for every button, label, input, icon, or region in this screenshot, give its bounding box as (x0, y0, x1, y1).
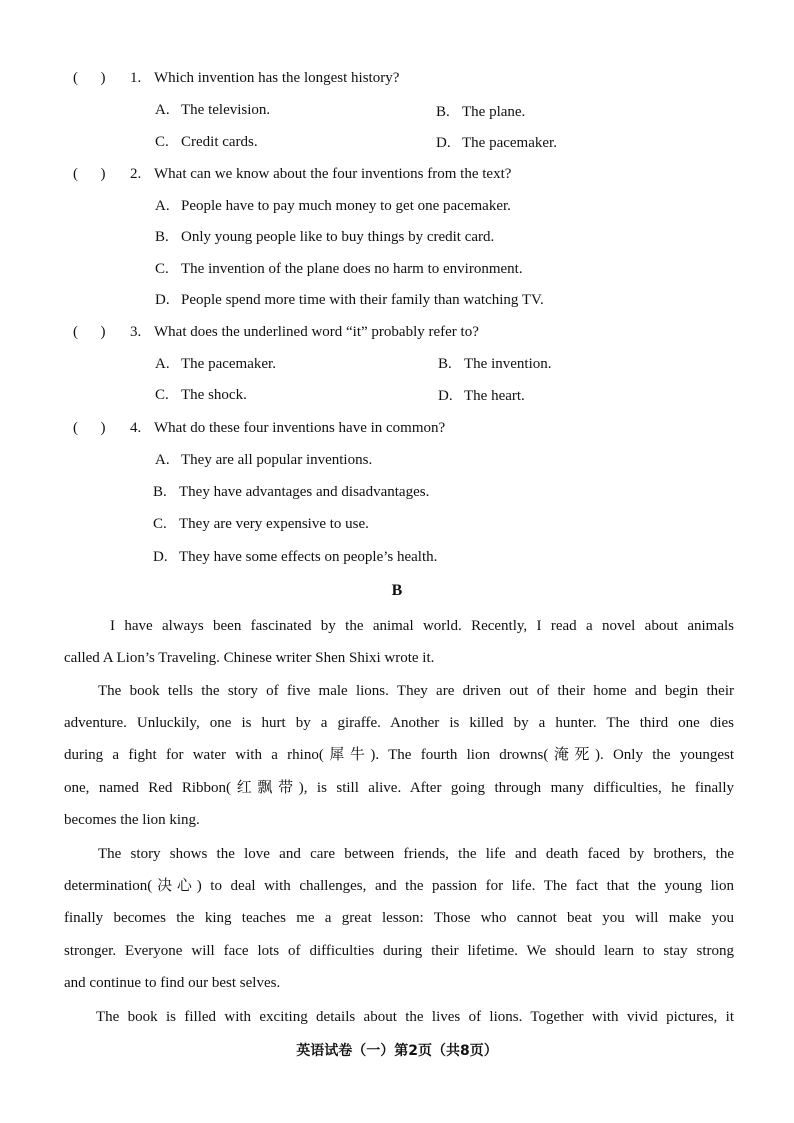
question-number: 3. (130, 324, 142, 340)
question-stem: What does the underlined word “it” probably refer to? (154, 324, 479, 340)
paragraph-line: stronger. Everyone will face lots of difficulties during their lifetime. We should learn to stay strong (64, 942, 734, 959)
option-c (155, 261, 523, 278)
option-text: They have some effects on people’s health. (179, 549, 438, 565)
option-text: The heart. (464, 388, 525, 404)
option-letter: C. (153, 516, 167, 532)
option-c (155, 134, 258, 151)
option-a (155, 356, 276, 373)
question-number: 2. (130, 166, 142, 182)
option-c (153, 516, 369, 533)
page-footer: 英语试卷（一）第2页（共8页） (296, 1043, 498, 1059)
option-letter: B. (155, 229, 169, 245)
passage-paragraph-1 (64, 610, 734, 674)
option-letter: B. (153, 484, 167, 500)
option-text: The shock. (181, 387, 247, 403)
option-b (438, 356, 551, 373)
answer-bracket[interactable]: ( ) (73, 166, 106, 182)
option-letter: B. (438, 356, 452, 372)
option-text: People have to pay much money to get one pacemaker. (181, 198, 511, 214)
paragraph-line: The book tells the story of five male lions. They are driven out of their home and begin their (98, 683, 734, 699)
option-letter: A. (155, 452, 170, 468)
option-c (155, 387, 247, 404)
option-d (438, 388, 525, 405)
option-b (153, 484, 429, 501)
option-text: They have advantages and disadvantages. (179, 484, 430, 500)
option-text: The invention of the plane does no harm to environment. (181, 261, 523, 277)
option-letter: A. (155, 198, 170, 214)
question-number: 4. (130, 420, 142, 436)
option-text: Only young people like to buy things by credit card. (181, 229, 495, 245)
option-letter: C. (155, 134, 169, 150)
option-d (155, 292, 544, 309)
option-text: The pacemaker. (462, 135, 557, 151)
option-text: They are very expensive to use. (179, 516, 369, 532)
paragraph-line: The book is filled with exciting details about the lives of lions. Together with vivid pictures, it (96, 1009, 734, 1025)
option-text: People spend more time with their family than watching TV. (181, 292, 544, 308)
option-text: The pacemaker. (181, 356, 276, 372)
paragraph-line: finally becomes the king teaches me a great lesson: Those who cannot beat you will make you (64, 910, 734, 927)
paragraph-line: I have always been fascinated by the animal world. Recently, I read a novel about animals (110, 618, 734, 634)
option-text: The invention. (464, 356, 552, 372)
option-letter: C. (155, 261, 169, 277)
option-text: The plane. (462, 104, 526, 120)
option-d (436, 135, 557, 152)
section-heading: B (391, 582, 403, 599)
option-letter: B. (436, 104, 450, 120)
option-letter: D. (438, 388, 453, 404)
paragraph-line: called A Lion’s Traveling. Chinese writer Shen Shixi wrote it. (64, 650, 435, 667)
paragraph-line: becomes the lion king. (64, 811, 200, 828)
option-letter: D. (436, 135, 451, 151)
answer-bracket[interactable]: ( ) (73, 420, 106, 436)
option-a (155, 452, 372, 469)
passage-paragraph-4 (64, 1001, 734, 1033)
option-letter: A. (155, 356, 170, 372)
paragraph-line: and continue to find our best selves. (64, 974, 281, 991)
option-text: The television. (181, 102, 271, 118)
paragraph-line: determination(决心) to deal with challenges, and the passion for life. The fact that the young lion (64, 878, 734, 895)
option-b (155, 229, 494, 246)
option-text: They are all popular inventions. (181, 452, 373, 468)
answer-bracket[interactable]: ( ) (73, 70, 106, 86)
passage-paragraph-3 (64, 838, 734, 999)
question-stem: What do these four inventions have in common? (154, 420, 446, 436)
option-a (155, 102, 270, 119)
option-a (155, 198, 511, 215)
option-letter: D. (155, 292, 170, 308)
question-stem: Which invention has the longest history? (154, 70, 400, 86)
paragraph-line: adventure. Unluckily, one is hurt by a giraffe. Another is killed by a hunter. The third one dies (64, 715, 734, 732)
option-text: Credit cards. (181, 134, 258, 150)
option-d (153, 549, 437, 566)
passage-paragraph-2 (64, 675, 734, 836)
paragraph-line: during a fight for water with a rhino(犀牛). The fourth lion drowns(淹死). Only the youngest (64, 747, 734, 764)
option-letter: C. (155, 387, 169, 403)
answer-bracket[interactable]: ( ) (73, 324, 106, 340)
question-stem: What can we know about the four inventions from the text? (154, 166, 512, 182)
question-number: 1. (130, 70, 142, 86)
option-letter: D. (153, 549, 168, 565)
paragraph-line: one, named Red Ribbon(红飘带), is still alive. After going through many difficulties, he finally (64, 779, 734, 796)
option-b (436, 104, 525, 121)
option-letter: A. (155, 102, 170, 118)
paragraph-line: The story shows the love and care between friends, the life and death faced by brothers, the (98, 846, 734, 862)
